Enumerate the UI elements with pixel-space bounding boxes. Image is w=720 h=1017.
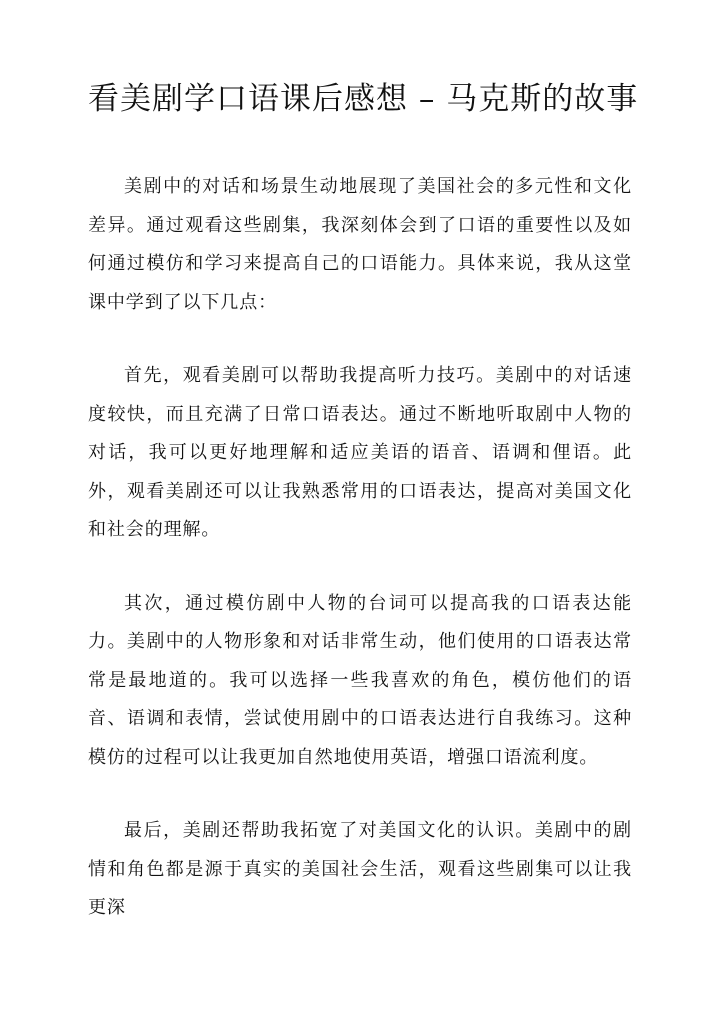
paragraph-1: 美剧中的对话和场景生动地展现了美国社会的多元性和文化差异。通过观看这些剧集，我深刻体会到了口语的重要性以及如何通过模仿和学习来提高自己的口语能力。具体来说，我从这堂课中学到了以下几点： bbox=[88, 176, 632, 313]
paragraph-3: 其次，通过模仿剧中人物的台词可以提高我的口语表达能力。美剧中的人物形象和对话非常生动，他们使用的口语表达常常是最地道的。我可以选择一些我喜欢的角色，模仿他们的语音、语调和表情，尝试使用剧中的口语表达进行自我练习。这种模仿的过程可以让我更加自然地使用英语，增强口语流利度。 bbox=[88, 592, 632, 768]
paragraph-2: 首先，观看美剧可以帮助我提高听力技巧。美剧中的对话速度较快，而且充满了日常口语表达。通过不断地听取剧中人物的对话，我可以更好地理解和适应美语的语音、语调和俚语。此外，观看美剧还可以让我熟悉常用的口语表达，提高对美国文化和社会的理解。 bbox=[88, 365, 632, 541]
document-body bbox=[88, 168, 632, 928]
paragraph-4: 最后，美剧还帮助我拓宽了对美国文化的认识。美剧中的剧情和角色都是源于真实的美国社会生活，观看这些剧集可以让我更深 bbox=[88, 820, 632, 919]
document-title: 看美剧学口语课后感想 – 马克斯的故事 bbox=[88, 81, 639, 117]
